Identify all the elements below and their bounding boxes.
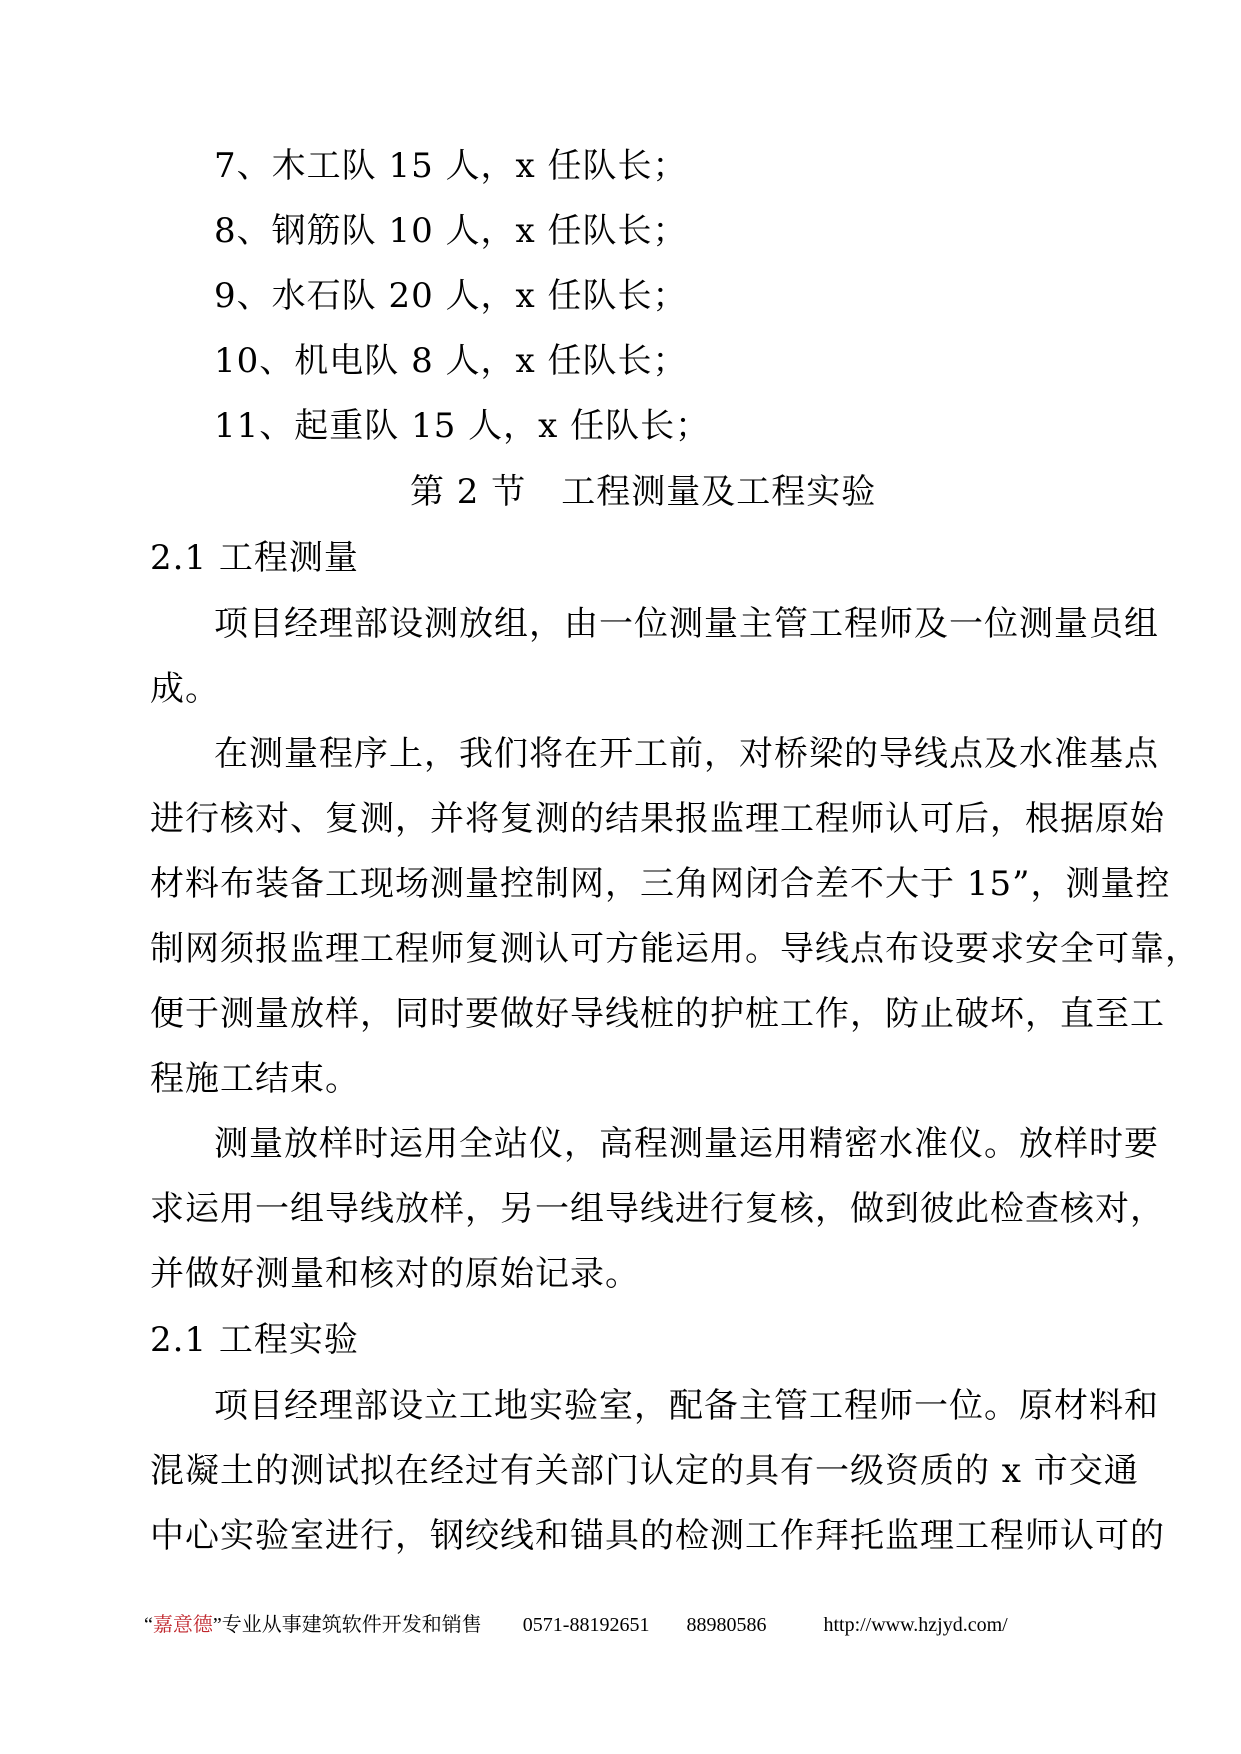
footer-brand: 嘉意德: [152, 1614, 213, 1636]
paragraph-line: 材料布装备工现场测量控制网，三角网闭合差不大于 15”，测量控: [150, 864, 1171, 904]
list-item: 8、钢筋队 10 人，x 任队长；: [214, 211, 688, 251]
footer-quote-open: “: [144, 1614, 153, 1636]
subsection-title-experiment: 2.1 工程实验: [150, 1320, 359, 1360]
subsection-title-surveying: 2.1 工程测量: [150, 538, 359, 578]
paragraph-line: 进行核对、复测，并将复测的结果报监理工程师认可后，根据原始: [150, 799, 1165, 839]
paragraph-line: 制网须报监理工程师复测认可方能运用。导线点布设要求安全可靠，: [150, 929, 1200, 969]
footer-website-link[interactable]: http://www.hzjyd.com/: [823, 1614, 1008, 1636]
list-item: 7、木工队 15 人，x 任队长；: [214, 146, 688, 186]
paragraph-line: 并做好测量和核对的原始记录。: [150, 1254, 640, 1294]
footer-phone-primary: 0571-88192651: [522, 1614, 650, 1636]
paragraph-line: 求运用一组导线放样，另一组导线进行复核，做到彼此检查核对，: [150, 1189, 1165, 1229]
page-footer: [144, 1611, 1008, 1639]
footer-phone-secondary: 88980586: [686, 1614, 767, 1636]
list-item: 9、水石队 20 人，x 任队长；: [214, 276, 688, 316]
paragraph-line: 项目经理部设测放组，由一位测量主管工程师及一位测量员组: [214, 604, 1159, 644]
paragraph-line: 混凝土的测试拟在经过有关部门认定的具有一级资质的 x 市交通: [150, 1451, 1139, 1491]
footer-tagline: ”专业从事建筑软件开发和销售: [212, 1614, 482, 1636]
paragraph-line: 成。: [150, 669, 220, 709]
list-item: 11、起重队 15 人，x 任队长；: [214, 406, 711, 446]
paragraph-line: 程施工结束。: [150, 1059, 360, 1099]
section-title: 第 2 节 工程测量及工程实验: [410, 472, 877, 512]
list-item: 10、机电队 8 人，x 任队长；: [214, 341, 688, 381]
paragraph-line: 在测量程序上，我们将在开工前，对桥梁的导线点及水准基点: [214, 734, 1159, 774]
paragraph-line: 测量放样时运用全站仪，高程测量运用精密水准仪。放样时要: [214, 1124, 1159, 1164]
paragraph-line: 中心实验室进行，钢绞线和锚具的检测工作拜托监理工程师认可的: [150, 1516, 1165, 1556]
paragraph-line: 便于测量放样，同时要做好导线桩的护桩工作，防止破坏，直至工: [150, 994, 1165, 1034]
paragraph-line: 项目经理部设立工地实验室，配备主管工程师一位。原材料和: [214, 1386, 1159, 1426]
